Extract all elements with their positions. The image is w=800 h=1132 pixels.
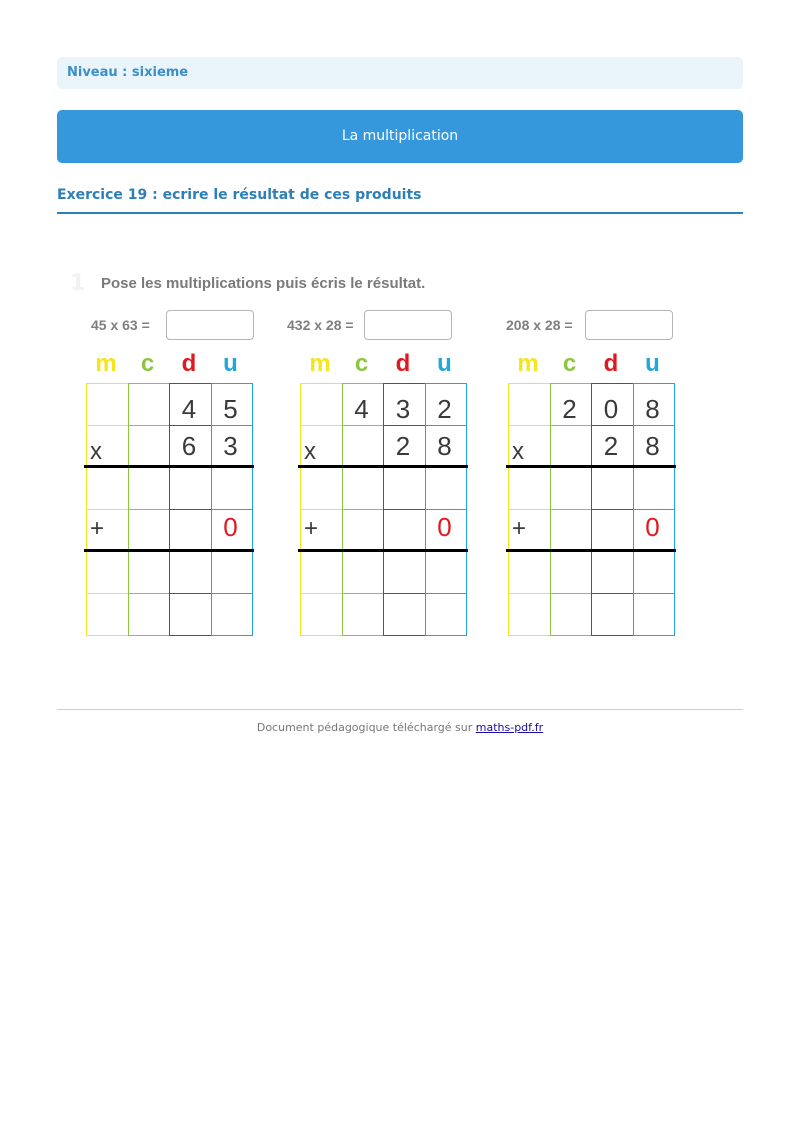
grid-cell — [591, 509, 634, 552]
times-sign: x — [304, 438, 316, 465]
grid-cell — [128, 425, 171, 468]
grid-cell — [550, 467, 593, 510]
grid-cell — [383, 467, 426, 510]
sum-rule — [506, 549, 676, 552]
digit: 2 — [395, 431, 411, 461]
column-header-c: c — [354, 350, 369, 377]
digit: 2 — [603, 431, 619, 461]
answer-box[interactable] — [166, 310, 254, 340]
sum-rule — [298, 549, 468, 552]
times-sign: x — [512, 438, 524, 465]
carry-zero: 0 — [223, 512, 238, 542]
digit: 2 — [562, 394, 577, 424]
times-sign: x — [90, 438, 102, 465]
digit: 5 — [223, 394, 238, 424]
sum-rule — [84, 549, 254, 552]
exercise-number-mark: 1 — [70, 271, 86, 296]
plus-sign: + — [304, 515, 319, 542]
digit: 6 — [181, 431, 197, 461]
grid-cell — [211, 551, 254, 594]
grid-cell — [86, 551, 129, 594]
grid-cell — [550, 509, 593, 552]
grid-cell — [550, 551, 593, 594]
grid-cell — [383, 551, 426, 594]
operation-label: 432 x 28 = — [287, 317, 354, 333]
grid-cell — [633, 467, 676, 510]
grid-cell — [300, 383, 343, 426]
answer-box[interactable] — [364, 310, 452, 340]
footer-divider — [57, 709, 743, 710]
digit: 8 — [645, 431, 660, 461]
grid-cell — [508, 551, 551, 594]
column-header-d: d — [181, 350, 197, 377]
instruction-text: Pose les multiplications puis écris le résultat. — [101, 275, 426, 292]
grid-cell — [169, 467, 212, 510]
footer-text: Document pédagogique téléchargé sur — [256, 721, 476, 734]
column-header-m: m — [309, 350, 331, 377]
answer-box[interactable] — [585, 310, 673, 340]
grid-cell — [169, 551, 212, 594]
digit: 4 — [354, 394, 369, 424]
grid-cell — [300, 551, 343, 594]
result-rule — [298, 465, 468, 468]
grid-cell — [128, 509, 171, 552]
plus-sign: + — [90, 515, 105, 542]
grid-cell — [342, 467, 385, 510]
column-header-c: c — [562, 350, 577, 377]
digit: 3 — [223, 431, 238, 461]
footer-link[interactable]: maths-pdf.fr — [475, 721, 544, 734]
column-header-d: d — [603, 350, 619, 377]
grid-cell — [211, 467, 254, 510]
column-header-u: u — [645, 350, 660, 377]
digit: 0 — [603, 394, 619, 424]
grid-cell — [300, 467, 343, 510]
column-header-d: d — [395, 350, 411, 377]
carry-zero: 0 — [645, 512, 660, 542]
result-rule — [84, 465, 254, 468]
column-header-u: u — [437, 350, 452, 377]
grid-cell — [211, 593, 254, 636]
grid-cell — [128, 593, 171, 636]
grid-cell — [425, 593, 468, 636]
digit: 2 — [437, 394, 452, 424]
grid-cell — [591, 593, 634, 636]
grid-cell — [508, 467, 551, 510]
grid-cell — [342, 509, 385, 552]
grid-cell — [633, 593, 676, 636]
digit: 4 — [181, 394, 197, 424]
grid-cell — [425, 467, 468, 510]
digit: 3 — [395, 394, 411, 424]
plus-sign: + — [512, 515, 527, 542]
digit: 8 — [437, 431, 452, 461]
grid-cell — [86, 383, 129, 426]
result-rule — [506, 465, 676, 468]
exercise-title: Exercice 19 : ecrire le résultat de ces produits — [57, 184, 743, 214]
column-header-c: c — [140, 350, 155, 377]
grid-cell — [128, 551, 171, 594]
grid-cell — [86, 593, 129, 636]
grid-cell — [508, 383, 551, 426]
grid-cell — [342, 551, 385, 594]
grid-cell — [128, 383, 171, 426]
grid-cell — [383, 509, 426, 552]
grid-cell — [342, 425, 385, 468]
grid-cell — [383, 593, 426, 636]
grid-cell — [300, 593, 343, 636]
grid-cell — [633, 551, 676, 594]
grid-cell — [550, 425, 593, 468]
grid-cell — [425, 551, 468, 594]
operation-label: 45 x 63 = — [91, 317, 150, 333]
grid-cell — [591, 467, 634, 510]
column-header-m: m — [517, 350, 539, 377]
operation-label: 208 x 28 = — [506, 317, 573, 333]
footer — [57, 721, 743, 734]
grid-cell — [169, 509, 212, 552]
grid-cell — [128, 467, 171, 510]
grid-cell — [508, 593, 551, 636]
digit: 8 — [645, 394, 660, 424]
level-badge: Niveau : sixieme — [57, 57, 743, 89]
grid-cell — [169, 593, 212, 636]
lesson-banner: La multiplication — [57, 110, 743, 163]
carry-zero: 0 — [437, 512, 452, 542]
grid-cell — [342, 593, 385, 636]
grid-cell — [86, 467, 129, 510]
column-header-u: u — [223, 350, 238, 377]
grid-cell — [550, 593, 593, 636]
column-header-m: m — [95, 350, 117, 377]
grid-cell — [591, 551, 634, 594]
